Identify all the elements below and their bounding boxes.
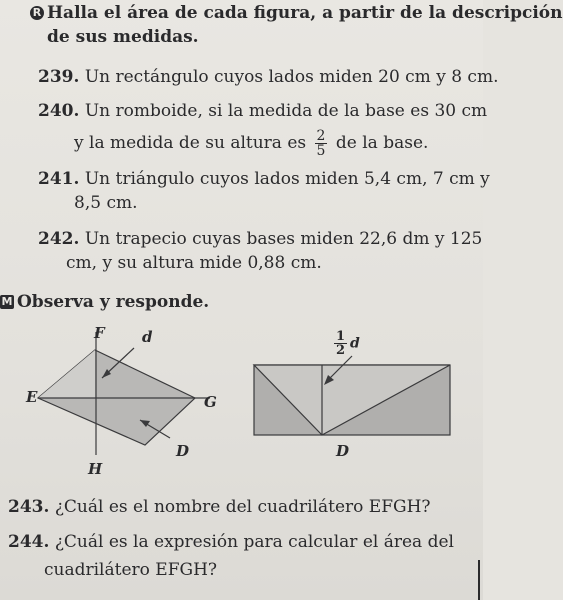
label-f: F [94,324,105,342]
exercise-242-line2: cm, y su altura mide 0,88 cm. [66,253,322,273]
question-244-number: 244. [8,532,50,552]
question-244 [8,531,454,553]
fraction-denominator: 5 [316,143,326,159]
question-244-line2: cuadrilátero EFGH? [44,560,218,580]
exercise-241-line2: 8,5 cm. [74,193,138,213]
section-m-title-text: Observa y responde. [17,292,210,312]
section-m-badge: M [1,295,13,308]
section-r-title-line2: de sus medidas. [47,27,199,47]
exercise-239-number: 239. [38,67,80,87]
exercise-242-number: 242. [38,229,80,249]
section-r-title-line1 [30,2,563,24]
exercise-240-number: 240. [38,101,80,121]
page-margin-rule [478,560,480,600]
fraction-two-fifths [315,129,328,158]
exercise-241-text-line1: Un triángulo cuyos lados miden 5,4 cm, 7 cm y [84,169,490,189]
section-m-title [0,291,209,313]
question-244-text-line1: ¿Cuál es la expresión para calcular el área del [54,532,454,552]
section-r-title-text: Halla el área de cada figura, a partir de la descripción [47,3,563,23]
half-d-letter: d [350,335,360,352]
question-243 [8,496,431,518]
half-numerator: 1 [336,329,346,344]
exercise-240-line2 [74,126,428,160]
exercise-241 [38,168,490,190]
label-e: E [26,388,38,406]
fraction-numerator: 2 [316,128,326,144]
figure-quadrilateral-efgh [30,320,230,490]
label-rect-d: D [336,442,350,460]
exercise-241-number: 241. [38,169,80,189]
arrow-half-d-head [324,375,334,385]
exercise-242 [38,228,482,250]
label-d-small: d [142,328,153,346]
exercise-239 [38,66,498,88]
exercise-240-text-line2b: de la base. [335,133,429,153]
label-g: G [204,393,217,411]
exercise-240-text-line1: Un romboide, si la medida de la base es 30 cm [84,101,488,121]
question-243-text: ¿Cuál es el nombre del cuadrilátero EFGH? [54,497,431,517]
exercise-239-text: Un rectángulo cuyos lados miden 20 cm y 8 cm. [84,67,499,87]
exercise-240 [38,100,487,122]
label-d-big: D [176,442,190,460]
label-h: H [88,460,103,478]
exercise-242-text-line1: Un trapecio cuyas bases miden 22,6 dm y 125 [84,229,483,249]
arrow-half-d [318,352,358,392]
exercise-240-text-line2a: y la medida de su altura es [74,133,307,153]
half-denominator: 2 [336,343,346,358]
question-243-number: 243. [8,497,50,517]
section-r-badge: R [30,6,44,20]
